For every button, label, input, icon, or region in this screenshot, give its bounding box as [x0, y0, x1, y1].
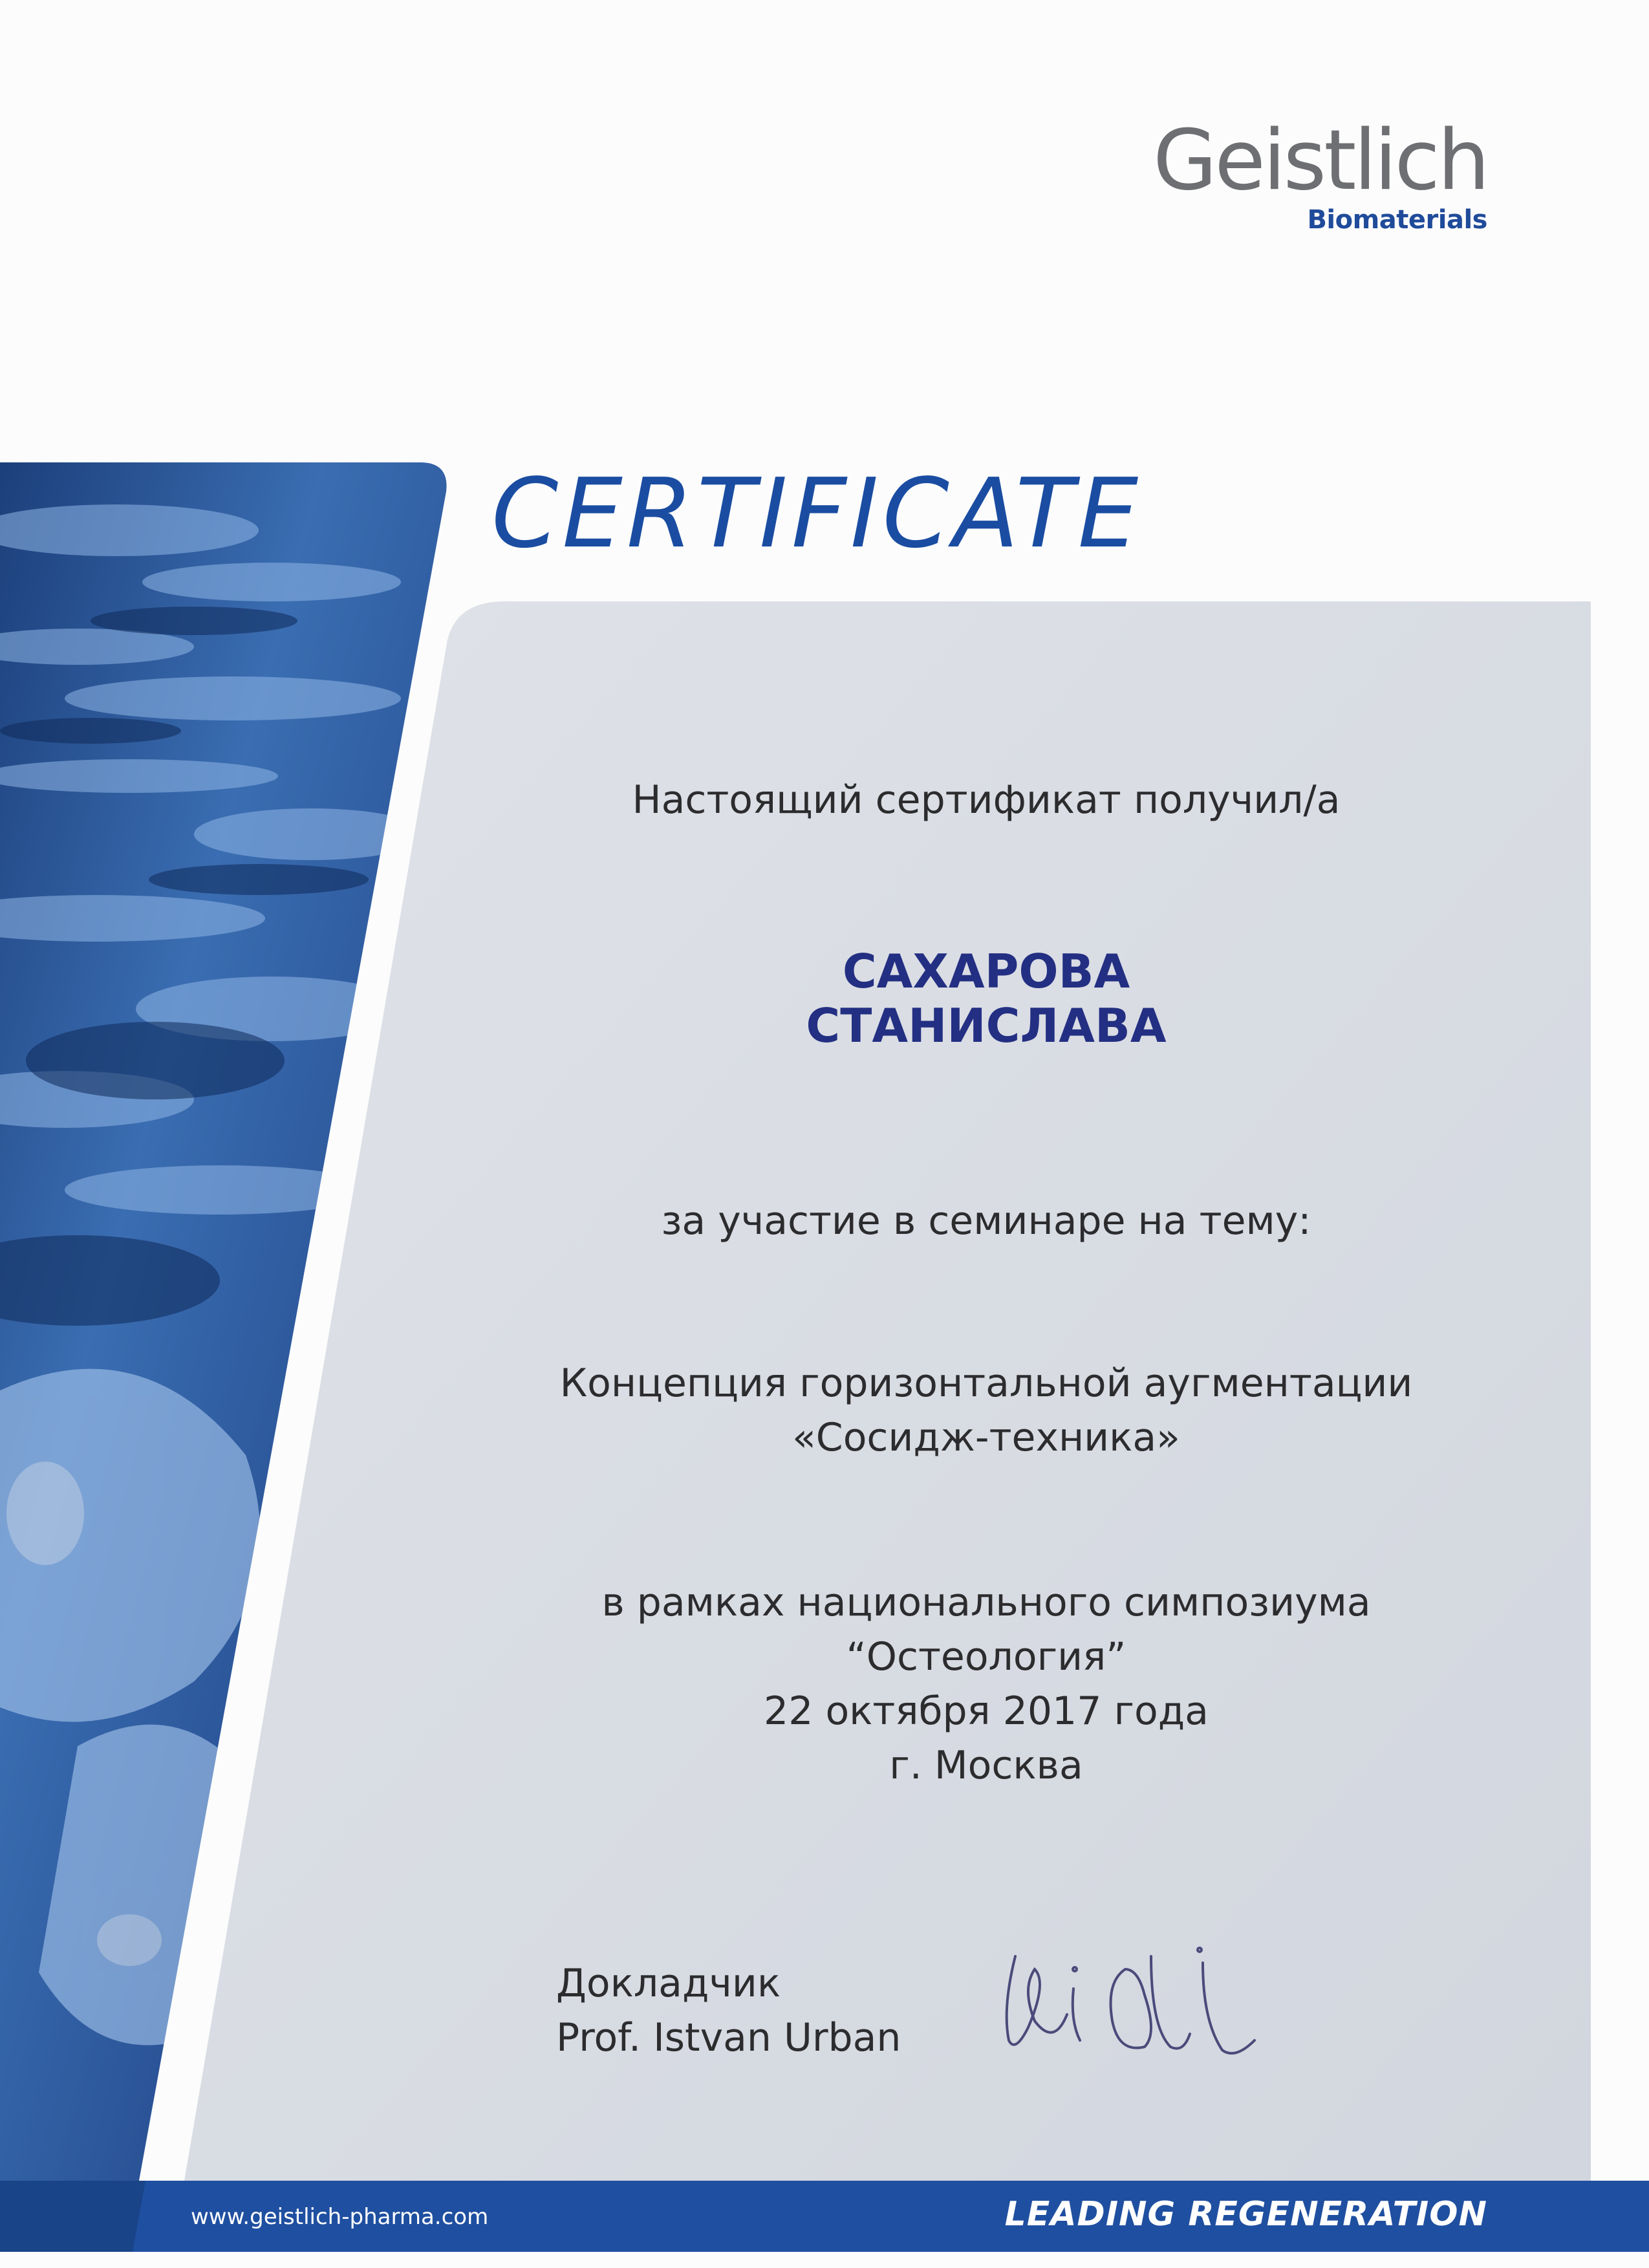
footer: [0, 2181, 1649, 2252]
recipient-surname: САХАРОВА: [842, 944, 1130, 999]
event-details: [491, 1575, 1481, 1793]
logo-sub: Biomaterials: [1307, 205, 1487, 235]
geistlich-logo: [1153, 113, 1487, 235]
event-name: “Остеология”: [846, 1634, 1126, 1679]
event-city: г. Москва: [889, 1743, 1083, 1788]
recipient-intro: Настоящий сертификат получил/а: [632, 777, 1341, 823]
speaker-block: [556, 1956, 901, 2065]
logo-brand: Geistlich: [1153, 113, 1487, 209]
recipient-first-name: СТАНИСЛАВА: [806, 999, 1167, 1053]
event-date: 22 октября 2017 года: [764, 1689, 1209, 1734]
speaker-name: Prof. Istvan Urban: [556, 2015, 901, 2060]
footer-tagline: LEADING REGENERATION: [1004, 2195, 1487, 2234]
topic-line-2: «Сосидж-техника»: [792, 1415, 1180, 1460]
speaker-role: Докладчик: [556, 1961, 781, 2006]
event-line-1: в рамках национального симпозиума: [601, 1580, 1371, 1625]
website-url: www.geistlich-pharma.com: [191, 2204, 489, 2230]
recipient-name: [491, 944, 1481, 1053]
certificate-title: CERTIFICATE: [491, 458, 1143, 569]
participation-text: за участие в семинаре на тему:: [661, 1198, 1311, 1244]
topic-line-1: Концепция горизонтальной аугментации: [559, 1361, 1413, 1406]
seminar-topic: [491, 1356, 1481, 1465]
handwritten-signature: [989, 1930, 1261, 2073]
